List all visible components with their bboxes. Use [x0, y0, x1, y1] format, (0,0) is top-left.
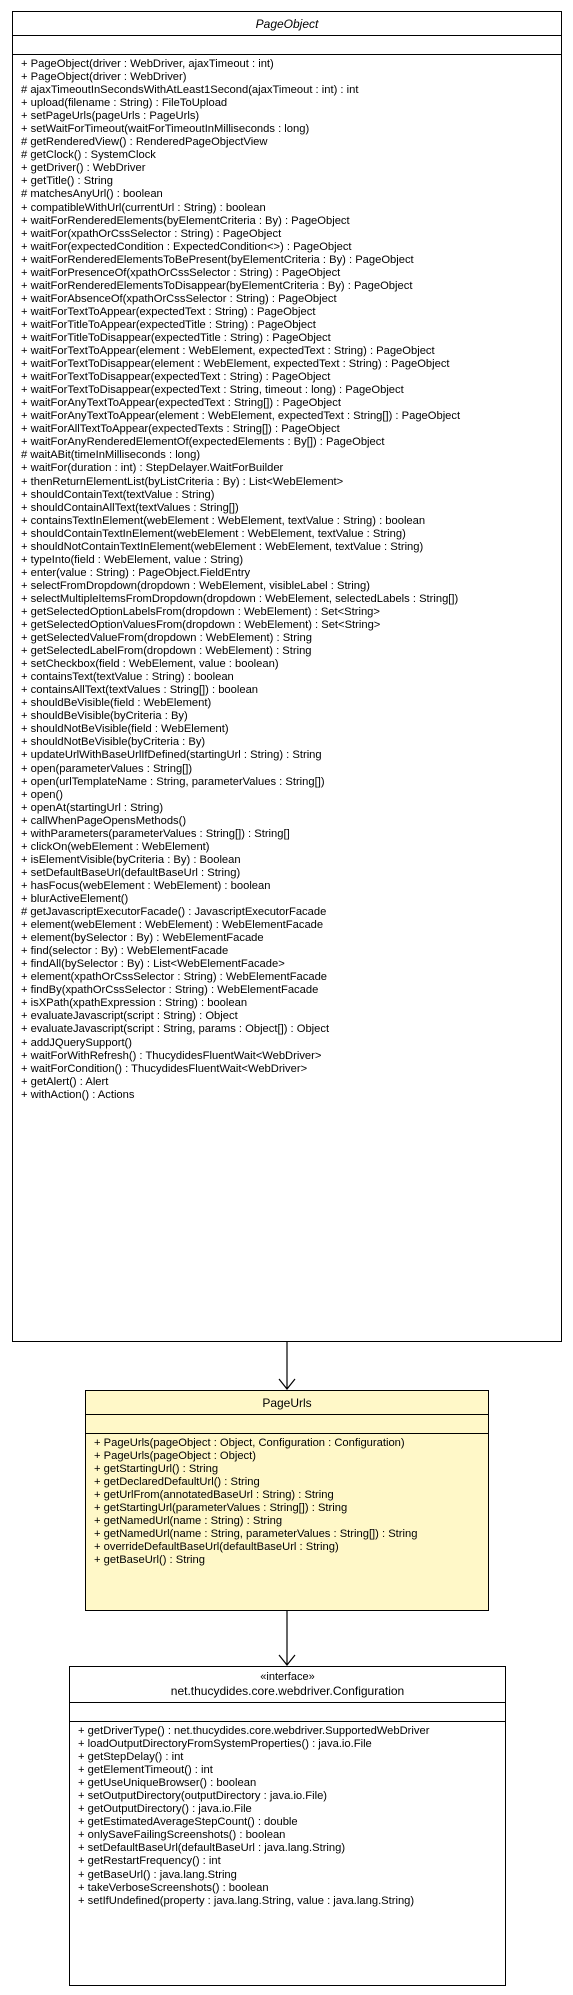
operation-row: + evaluateJavascript(script : String) : Object	[21, 1010, 238, 1023]
operation-row: + shouldBeVisible(byCriteria : By)	[21, 710, 188, 723]
operation-row: + takeVerboseScreenshots() : boolean	[78, 1881, 269, 1894]
operation-row: + getStartingUrl(parameterValues : String[]) : String	[94, 1502, 348, 1515]
arrow-pageurls-to-configuration	[279, 1611, 295, 1665]
class-pageobject[interactable]	[12, 11, 562, 1342]
operation-row: + waitForCondition() : ThucydidesFluentWait<WebDriver>	[21, 1062, 308, 1075]
operation-row: + getSelectedOptionLabelsFrom(dropdown : WebElement) : Set<String>	[21, 605, 380, 618]
attributes-compartment	[13, 36, 561, 55]
class-name: PageUrls	[262, 1396, 312, 1410]
operations-compartment	[13, 55, 561, 1102]
operation-row: + overrideDefaultBaseUrl(defaultBaseUrl : String)	[94, 1541, 339, 1554]
operation-row: + waitFor(expectedCondition : ExpectedCondition<>) : PageObject	[21, 240, 352, 253]
class-stereotype: «interface»	[260, 1671, 315, 1683]
operation-row: + getEstimatedAverageStepCount() : double	[78, 1816, 298, 1829]
operation-row: + getNamedUrl(name : String) : String	[94, 1515, 283, 1528]
operation-row: + typeInto(field : WebElement, value : String)	[21, 553, 244, 566]
operation-row: + open(parameterValues : String[])	[21, 762, 193, 775]
operation-row: + selectMultipleItemsFromDropdown(dropdown : WebElement, selectedLabels : String[])	[21, 592, 459, 605]
operation-row: + setIfUndefined(property : java.lang.String, value : java.lang.String)	[78, 1894, 415, 1907]
operation-row: + addJQuerySupport()	[21, 1036, 133, 1049]
class-header	[86, 1391, 488, 1415]
operation-row: + waitForTextToDisappear(element : WebElement, expectedText : String) : PageObject	[21, 358, 450, 371]
operation-row: + getBaseUrl() : java.lang.String	[78, 1868, 237, 1881]
operation-row: + waitForTextToAppear(expectedText : String) : PageObject	[21, 305, 316, 318]
operation-row: + evaluateJavascript(script : String, params : Object[]) : Object	[21, 1023, 330, 1036]
operation-row: # matchesAnyUrl() : boolean	[21, 188, 163, 201]
operation-row: + getDriverType() : net.thucydides.core.webdriver.SupportedWebDriver	[78, 1725, 430, 1737]
operation-row: + onlySaveFailingScreenshots() : boolean	[78, 1829, 286, 1842]
operation-row: + open()	[21, 788, 63, 801]
operation-row: + getElementTimeout() : int	[78, 1764, 213, 1777]
operation-row: + getOutputDirectory() : java.io.File	[78, 1803, 252, 1816]
operation-row: + waitForTitleToAppear(expectedTitle : String) : PageObject	[21, 318, 316, 331]
operation-row: + openAt(startingUrl : String)	[21, 801, 164, 814]
operation-row: + setDefaultBaseUrl(defaultBaseUrl : String)	[21, 866, 241, 879]
operation-row: + setPageUrls(pageUrls : PageUrls)	[21, 110, 200, 123]
operation-row: + getAlert() : Alert	[21, 1075, 109, 1088]
arrow-pageobject-to-pageurls	[279, 1342, 295, 1389]
operation-row: + waitFor(duration : int) : StepDelayer.WaitForBuilder	[21, 462, 284, 475]
operation-row: + isElementVisible(byCriteria : By) : Boolean	[21, 853, 241, 866]
operation-row: + waitForTextToDisappear(expectedText : String, timeout : long) : PageObject	[21, 384, 404, 397]
operation-row: + getSelectedOptionValuesFrom(dropdown : WebElement) : Set<String>	[21, 619, 381, 632]
operation-row: + waitForRenderedElementsToDisappear(byElementCriteria : By) : PageObject	[21, 279, 413, 292]
operation-row: + getNamedUrl(name : String, parameterValues : String[]) : String	[94, 1528, 418, 1541]
operation-row: + element(bySelector : By) : WebElementFacade	[21, 932, 264, 945]
class-configuration[interactable]	[69, 1666, 506, 1986]
class-pageurls[interactable]	[85, 1390, 489, 1611]
operation-row: + setOutputDirectory(outputDirectory : java.io.File)	[78, 1790, 328, 1803]
attributes-compartment	[86, 1415, 488, 1434]
operation-row: + callWhenPageOpensMethods()	[21, 814, 187, 827]
operations-compartment	[86, 1434, 488, 1567]
operation-row: + upload(filename : String) : FileToUpload	[21, 97, 228, 110]
operation-row: + updateUrlWithBaseUrlIfDefined(startingUrl : String) : String	[21, 749, 322, 762]
operation-row: + waitForAnyTextToAppear(expectedText : String[]) : PageObject	[21, 397, 341, 410]
operation-row: + waitForAnyRenderedElementOf(expectedElements : By[]) : PageObject	[21, 436, 385, 449]
operation-row: + shouldContainTextInElement(webElement : WebElement, textValue : String)	[21, 527, 406, 540]
operation-row: + shouldNotContainTextInElement(webElement : WebElement, textValue : String)	[21, 540, 424, 553]
operation-row: + getSelectedValueFrom(dropdown : WebElement) : String	[21, 632, 312, 645]
operation-row: + shouldNotBeVisible(field : WebElement)	[21, 723, 229, 736]
operation-row: + shouldBeVisible(field : WebElement)	[21, 697, 212, 710]
operation-row: # getClock() : SystemClock	[21, 149, 156, 162]
class-name: PageObject	[255, 17, 319, 31]
operation-row: + PageObject(driver : WebDriver, ajaxTimeout : int)	[21, 58, 274, 70]
operation-row: + findBy(xpathOrCssSelector : String) : WebElementFacade	[21, 984, 319, 997]
operation-row: + loadOutputDirectoryFromSystemProperties() : java.io.File	[78, 1738, 372, 1751]
operation-row: + waitForPresenceOf(xpathOrCssSelector : String) : PageObject	[21, 266, 341, 279]
operation-row: + hasFocus(webElement : WebElement) : boolean	[21, 879, 271, 892]
operation-row: + getRestartFrequency() : int	[78, 1855, 221, 1868]
operation-row: + PageUrls(pageObject : Object, Configuration : Configuration)	[94, 1437, 405, 1449]
operation-row: + waitForTitleToDisappear(expectedTitle : String) : PageObject	[21, 331, 331, 344]
operation-row: + shouldContainText(textValue : String)	[21, 488, 215, 501]
operation-row: + element(xpathOrCssSelector : String) : WebElementFacade	[21, 971, 328, 984]
operation-row: + PageUrls(pageObject : Object)	[94, 1450, 256, 1463]
operation-row: # waitABit(timeInMilliseconds : long)	[21, 449, 201, 462]
operation-row: + getUseUniqueBrowser() : boolean	[78, 1777, 257, 1790]
operation-row: + open(urlTemplateName : String, parameterValues : String[])	[21, 775, 325, 788]
operation-row: + containsAllText(textValues : String[]) : boolean	[21, 684, 259, 697]
operation-row: + getStartingUrl() : String	[94, 1463, 219, 1476]
operation-row: + shouldContainAllText(textValues : String[])	[21, 501, 239, 514]
operation-row: + blurActiveElement()	[21, 893, 129, 905]
operation-row: + withAction() : Actions	[21, 1088, 135, 1101]
operation-row: + waitForTextToDisappear(expectedText : String) : PageObject	[21, 371, 331, 384]
operation-row: + find(selector : By) : WebElementFacade	[21, 945, 229, 958]
operation-row: + findAll(bySelector : By) : List<WebElementFacade>	[21, 958, 285, 971]
operation-row: # ajaxTimeoutInSecondsWithAtLeast1Second(ajaxTimeout : int) : int	[21, 84, 359, 97]
operation-row: + isXPath(xpathExpression : String) : boolean	[21, 997, 248, 1010]
operation-row: + waitForAnyTextToAppear(element : WebElement, expectedText : String[]) : PageObject	[21, 410, 461, 423]
operation-row: + waitFor(xpathOrCssSelector : String) : PageObject	[21, 227, 282, 240]
operation-row: + waitForAbsenceOf(xpathOrCssSelector : String) : PageObject	[21, 292, 337, 305]
operation-row: + setWaitForTimeout(waitForTimeoutInMilliseconds : long)	[21, 123, 310, 136]
class-name: net.thucydides.core.webdriver.Configuration	[170, 1684, 405, 1698]
operation-row: + clickOn(webElement : WebElement)	[21, 840, 210, 853]
operation-row: + getBaseUrl() : String	[94, 1554, 205, 1567]
operation-row: + waitForRenderedElementsToBePresent(byElementCriteria : By) : PageObject	[21, 253, 414, 266]
operation-row: # getJavascriptExecutorFacade() : JavascriptExecutorFacade	[21, 906, 327, 919]
operation-row: + withParameters(parameterValues : String[]) : String[]	[21, 827, 290, 840]
operation-row: + getSelectedLabelFrom(dropdown : WebElement) : String	[21, 645, 312, 658]
operation-row: + waitForTextToAppear(element : WebElement, expectedText : String) : PageObject	[21, 345, 435, 358]
operation-row: + getDriver() : WebDriver	[21, 162, 146, 175]
operations-compartment	[70, 1722, 505, 1908]
operation-row: + enter(value : String) : PageObject.FieldEntry	[21, 566, 251, 579]
operation-row: + containsTextInElement(webElement : WebElement, textValue : String) : boolean	[21, 514, 426, 527]
operation-row: # getRenderedView() : RenderedPageObjectView	[21, 136, 268, 149]
operation-row: + PageObject(driver : WebDriver)	[21, 71, 187, 84]
operation-row: + getStepDelay() : int	[78, 1751, 184, 1764]
operation-row: + selectFromDropdown(dropdown : WebElement, visibleLabel : String)	[21, 579, 370, 592]
operation-row: + setDefaultBaseUrl(defaultBaseUrl : java.lang.String)	[78, 1842, 346, 1855]
operation-row: + waitForWithRefresh() : ThucydidesFluentWait<WebDriver>	[21, 1049, 322, 1062]
class-header	[70, 1667, 505, 1703]
operation-row: + waitForAllTextToAppear(expectedTexts : String[]) : PageObject	[21, 423, 340, 436]
operation-row: + shouldNotBeVisible(byCriteria : By)	[21, 736, 206, 749]
operation-row: + setCheckbox(field : WebElement, value : boolean)	[21, 658, 279, 671]
operation-row: + compatibleWithUrl(currentUrl : String) : boolean	[21, 201, 266, 214]
operation-row: + element(webElement : WebElement) : WebElementFacade	[21, 919, 324, 932]
attributes-compartment	[70, 1703, 505, 1722]
operation-row: + thenReturnElementList(byListCriteria : By) : List<WebElement>	[21, 475, 344, 488]
operation-row: + containsText(textValue : String) : boolean	[21, 671, 234, 684]
operation-row: + getTitle() : String	[21, 175, 113, 188]
operation-row: + waitForRenderedElements(byElementCriteria : By) : PageObject	[21, 214, 350, 227]
operation-row: + getDeclaredDefaultUrl() : String	[94, 1476, 260, 1489]
operation-row: + getUrlFrom(annotatedBaseUrl : String) : String	[94, 1489, 334, 1502]
class-header	[13, 12, 561, 36]
